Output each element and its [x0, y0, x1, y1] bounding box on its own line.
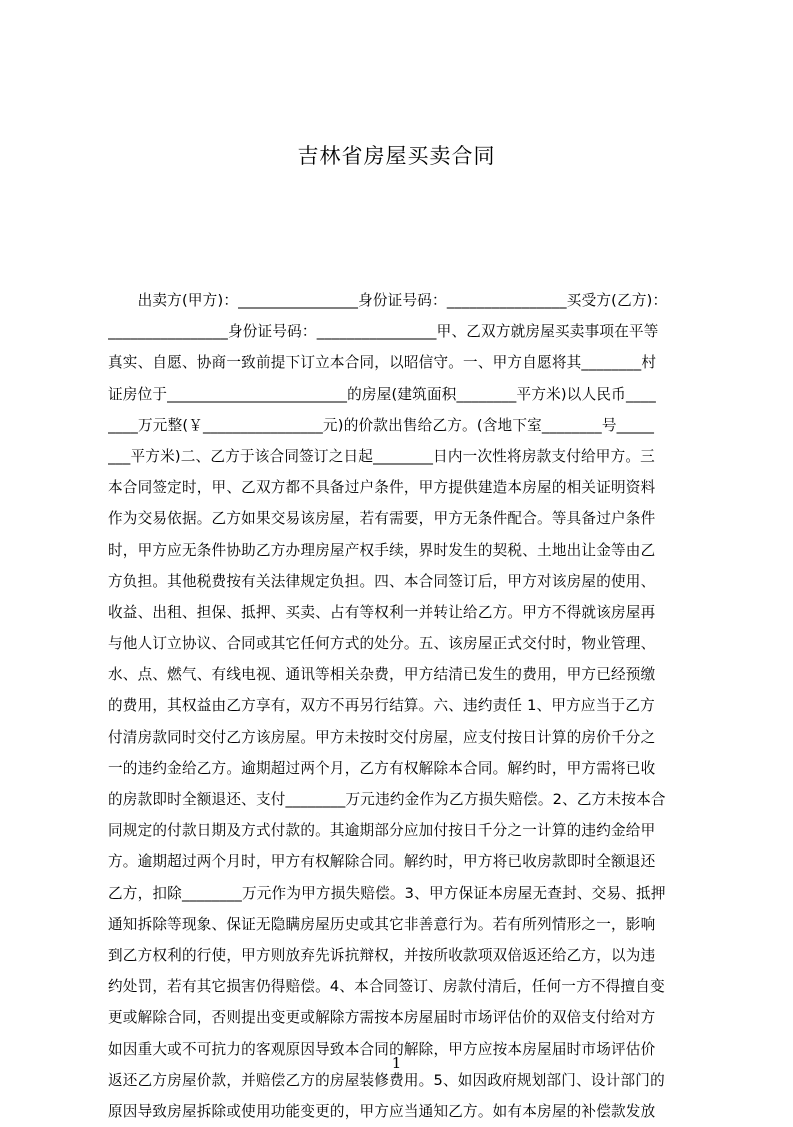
text-line: 到乙方权利的行使，甲方则放弃先诉抗辩权，并按所收款项双倍返还给乙方，以为违 — [108, 946, 656, 964]
text-line: 与他人订立协议、合同或其它任何方式的处分。五、该房屋正式交付时，物业管理、 — [108, 635, 656, 653]
text-line: 收益、出租、担保、抵押、买卖、占有等权利一并转让给乙方。甲方不得就该房屋再 — [108, 603, 656, 621]
text-line: 返还乙方房屋价款，并赔偿乙方的房屋装修费用。5、如因政府规划部门、设计部门的 — [108, 1071, 665, 1089]
text-line: ____万元整(￥________________元)的价款出售给乙方。(含地下室________号_____ — [108, 416, 655, 434]
text-line: 同规定的付款日期及方式付款的。其逾期部分应加付按日千分之一计算的违约金给甲 — [108, 822, 656, 840]
text-line: 付清房款同时交付乙方该房屋。甲方未按时交付房屋，应支付按日计算的房价千分之 — [108, 728, 656, 746]
text-line: 如因重大或不可抗力的客观原因导致本合同的解除，甲方应按本房屋届时市场评估价 — [108, 1040, 656, 1058]
text-line: 一的违约金给乙方。逾期超过两个月，乙方有权解除本合同。解约时，甲方需将已收 — [108, 759, 656, 777]
text-line: 本合同签定时，甲、乙双方都不具备过户条件，甲方提供建造本房屋的相关证明资料 — [108, 479, 656, 497]
text-line: 约处罚，若有其它损害仍得赔偿。4、本合同签订、房款付清后，任何一方不得擅自变 — [108, 978, 665, 996]
text-line: 作为交易依据。乙方如果交易该房屋，若有需要，甲方无条件配合。等具备过户条件 — [108, 510, 656, 528]
text-line: 原因导致房屋拆除或使用功能变更的，甲方应当通知乙方。如有本房屋的补偿款发放 — [108, 1102, 656, 1120]
text-line: ___平方米)二、乙方于该合同签订之日起________日内一次性将房款支付给甲方。三 — [108, 447, 655, 465]
text-line: 出卖方(甲方)：________________身份证号码：________________买受方(乙方)： — [108, 292, 668, 309]
text-line: 的房款即时全额退还、支付________万元违约金作为乙方损失赔偿。2、乙方未按本合 — [108, 791, 666, 808]
page-number: 1 — [391, 1054, 402, 1072]
text-line: 乙方，扣除________万元作为甲方损失赔偿。3、甲方保证本房屋无查封、交易、抵押 — [108, 884, 666, 902]
text-line: ________________身份证号码：________________甲、乙双方就房屋买卖事项在平等 — [108, 323, 659, 341]
text-line: 时，甲方应无条件协助乙方办理房屋产权手续，界时发生的契税、土地出让金等由乙 — [108, 541, 656, 559]
text-line: 水、点、燃气、有线电视、通讯等相关杂费，甲方结清已发生的费用，甲方已经预缴 — [108, 666, 656, 684]
text-line: 证房位于________________________的房屋(建筑面积________平方米)以人民币____ — [108, 385, 656, 403]
text-line: 真实、自愿、协商一致前提下订立本合同，以昭信守。一、甲方自愿将其________村 — [108, 354, 657, 372]
page-title: 吉林省房屋买卖合同 — [297, 144, 496, 168]
text-line: 方负担。其他税费按有关法律规定负担。四、本合同签订后，甲方对该房屋的使用、 — [108, 572, 656, 590]
text-line: 更或解除合同，否则提出变更或解除方需按本房屋届时市场评估价的双倍支付给对方 — [108, 1009, 656, 1027]
contract-body — [108, 285, 698, 1127]
text-line: 通知拆除等现象、保证无隐瞒房屋历史或其它非善意行为。若有所列情形之一，影响 — [108, 915, 656, 933]
text-line: 的费用，其权益由乙方享有，双方不再另行结算。六、违约责任 1、甲方应当于乙方 — [108, 697, 655, 715]
text-line: 方。逾期超过两个月时，甲方有权解除合同。解约时，甲方将已收房款即时全额退还 — [108, 853, 656, 871]
